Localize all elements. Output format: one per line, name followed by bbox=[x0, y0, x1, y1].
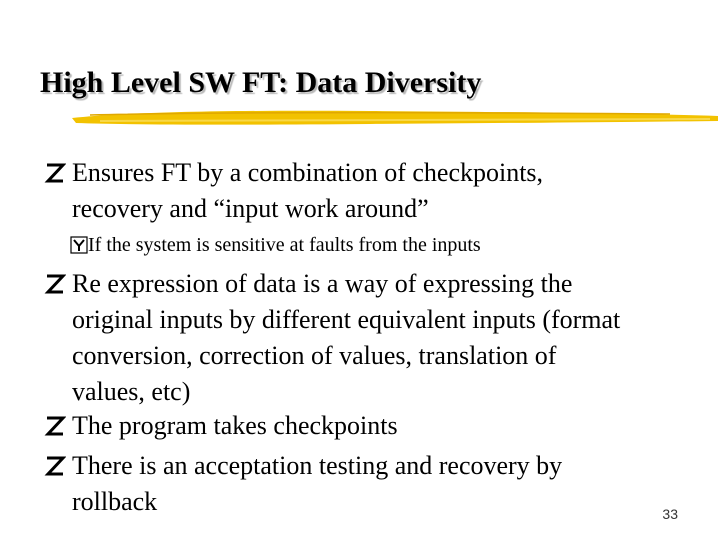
bullet-line: recovery and “input work around” bbox=[72, 194, 429, 223]
slide-title: High Level SW FT: Data Diversity bbox=[40, 66, 482, 99]
bullet-line: Re expression of data is a way of expressing the bbox=[72, 269, 573, 298]
z-bullet-icon bbox=[44, 415, 66, 437]
bullet-line: rollback bbox=[72, 487, 158, 516]
bullet-item bbox=[44, 408, 398, 444]
z-bullet-icon bbox=[44, 455, 66, 477]
bullet-item bbox=[44, 448, 562, 520]
bullet-line: There is an acceptation testing and recovery by bbox=[72, 451, 563, 480]
y-bullet-icon bbox=[70, 236, 88, 254]
bullet-line: conversion, correction of values, translation of bbox=[72, 341, 557, 370]
bullet-line: The program takes checkpoints bbox=[72, 411, 398, 440]
bullet-line: If the system is sensitive at faults from the inputs bbox=[88, 234, 481, 256]
bullet-item bbox=[44, 266, 620, 410]
z-bullet-icon bbox=[44, 273, 66, 295]
z-bullet-icon bbox=[44, 162, 66, 184]
bullet-line: original inputs by different equivalent inputs (format bbox=[72, 305, 621, 334]
page-number: 33 bbox=[662, 506, 678, 522]
title-underline-brushstroke bbox=[70, 104, 720, 132]
bullet-item bbox=[44, 155, 543, 227]
sub-bullet-item bbox=[70, 232, 481, 258]
bullet-line: values, etc) bbox=[72, 377, 191, 406]
bullet-line: Ensures FT by a combination of checkpoints, bbox=[72, 158, 544, 187]
